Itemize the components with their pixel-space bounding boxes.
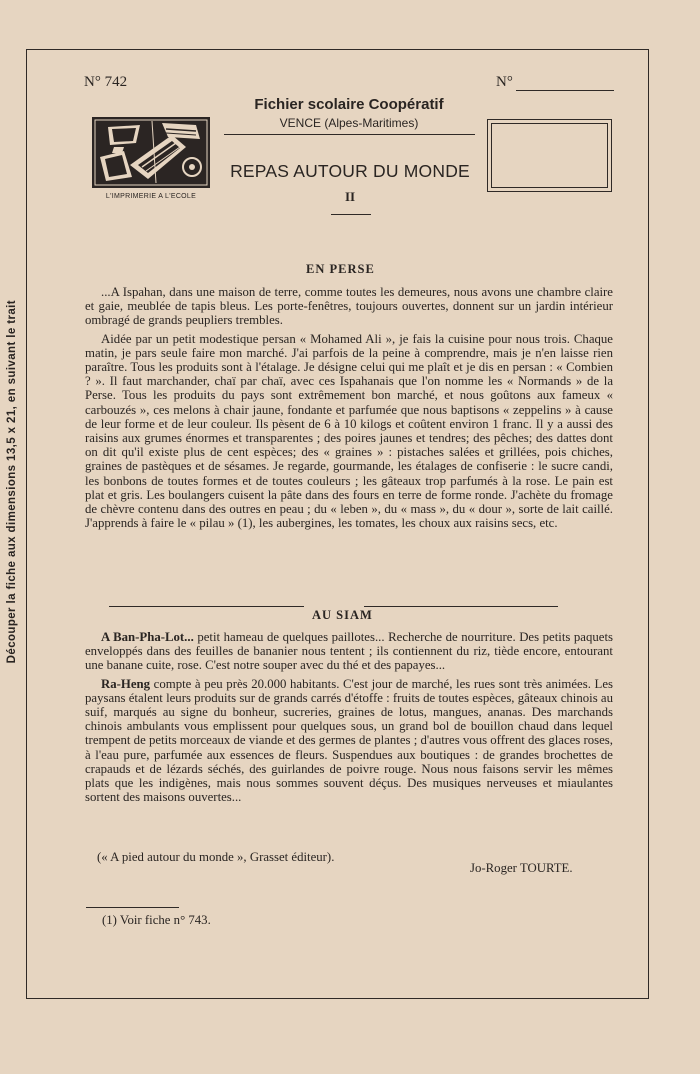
place-name: Ra-Heng xyxy=(101,676,151,691)
press-illustration xyxy=(92,117,210,188)
footnote-rule xyxy=(86,907,179,908)
source-citation: (« A pied autour du monde », Grasset éditeur). xyxy=(97,850,335,864)
section-title-siam: AU SIAM xyxy=(312,608,373,622)
organization-location: VENCE (Alpes-Maritimes) xyxy=(279,116,419,130)
place-name: A Ban-Pha-Lot... xyxy=(101,630,194,644)
cut-instruction xyxy=(2,287,22,677)
header-rule xyxy=(224,134,475,135)
perse-text xyxy=(85,285,613,534)
perse-paragraph: ...A Ispahan, dans une maison de terre, comme toutes les demeures, nous avons une chambre claire et gaie, meublée de tapis bleus. Les porte-fenêtres, toujours ouvertes, donnent sur un jardin intérieur ombragé de grands peupliers trembles. xyxy=(85,285,613,328)
number-blank-line xyxy=(516,78,614,91)
sheet-number-blank xyxy=(496,74,614,91)
siam-paragraph xyxy=(85,677,613,805)
perse-paragraph: Aidée par un petit modestique persan « Mohamed Ali », je fais la cuisine pour nous trois. Chaque matin, je pars seule faire mon marché. J'ai parfois de la peine à comprendre, mais je n'en laisse rien paraître. Tous les produits sont à l'étalage. Je désigne celui qui me plaît et je dis en persan : « Combien ? ». Il faut marchander, chaï par chaï, avec ces Ispahanais que l'on nomme les « Normands » de la Perse. Tous les produits du pays sont extrêmement bon marché, et nous goûtons aux fameux « carbouzés », ces melons à chair jaune, fondante et parfumée que nous baptisons « zeppelins » à cause de leur forme et de leur couleur. Ils pèsent de 6 à 10 kilogs et coûtent environ 1 franc. Il y a aussi des raisins aux grumes énormes et transparentes ; des poires jaunes et tendres; des pêches; des dattes dont on dit qu'il existe plus de cent espèces; des « graines » : pistaches salées et grillées, pois chiches, graines de pastèques et de sésames. Je regarde, gourmande, les étalages de confiserie : le sucre candi, les bonbons de toutes formes et de toutes couleurs ; les gâteaux trop parfumés à la rose. Le pain est plat et gris. Les boulangers cuisent la pâte dans des fours en terre de forme ronde. J'achète du fromage de chèvre contenu dans des outres en peau ; du « leben », du « mass », du « dour », sorte de lait caillé. J'apprends à faire le « pilau » (1), les aubergines, les tomates, les choux aux raisins secs, etc. xyxy=(85,331,613,531)
classification-box xyxy=(487,119,612,192)
organization-name: Fichier scolaire Coopératif xyxy=(254,96,444,113)
cut-instruction-text: Découper la fiche aux dimensions 13,5 x 21, en suivant le trait xyxy=(6,300,18,664)
siam-rule-right xyxy=(364,606,558,609)
sheet-number-blank-label: N° xyxy=(496,74,513,90)
author-name: Jo-Roger TOURTE. xyxy=(470,861,573,875)
footnote: (1) Voir fiche n° 743. xyxy=(102,913,211,927)
paragraph-text: petit hameau de quelques paillotes... Recherche de nourriture. Des petits paquets enveloppés dans des feuilles de bananier nous tentent ; ils contiennent du riz, tiède encore, entourant une banane cuite, rose. C'est notre souper avec du thé et des papayes... xyxy=(85,630,613,673)
paragraph-text: compte à peu près 20.000 habitants. C'est jour de marché, les rues sont très animées. Les paysans étalent leurs produits sur de grands carrés d'étoffe : fruits de toutes espèces, gâteaux chinois au suif, marqués au signe du bonheur, sucreries, graines de lotus, mangues, ananas. Des marchands chinois ambulants vous emplissent pour quelques sous, un grand bol de bouillon chaud dans lequel trempent de petits morceaux de viande et des germes de plantes ; d'autres vous offrent des glaces roses, à l'eau pure, parfumée aux essences de fleurs. Suspendues aux boutiques : de grandes brochettes de crapauds et de lézards séchés, des guirlandes de poivre rouge. Nous nous faisons servir les mêmes plats que les indigènes, mais nous sommes souvent déçus. Des musiques nerveuses et miaulantes sortent des maisons ouvertes... xyxy=(85,676,613,805)
logo-caption: L'IMPRIMERIE A L'ECOLE xyxy=(105,193,197,200)
section-title-perse: EN PERSE xyxy=(306,262,375,276)
sheet-part: II xyxy=(344,189,356,204)
siam-text xyxy=(85,630,613,808)
sheet-title: REPAS AUTOUR DU MONDE xyxy=(230,161,470,181)
siam-rule-left xyxy=(109,606,304,609)
sheet-number: N° 742 xyxy=(84,74,128,90)
imprimerie-logo xyxy=(92,117,210,188)
siam-paragraph xyxy=(85,630,613,673)
title-rule xyxy=(331,214,371,215)
